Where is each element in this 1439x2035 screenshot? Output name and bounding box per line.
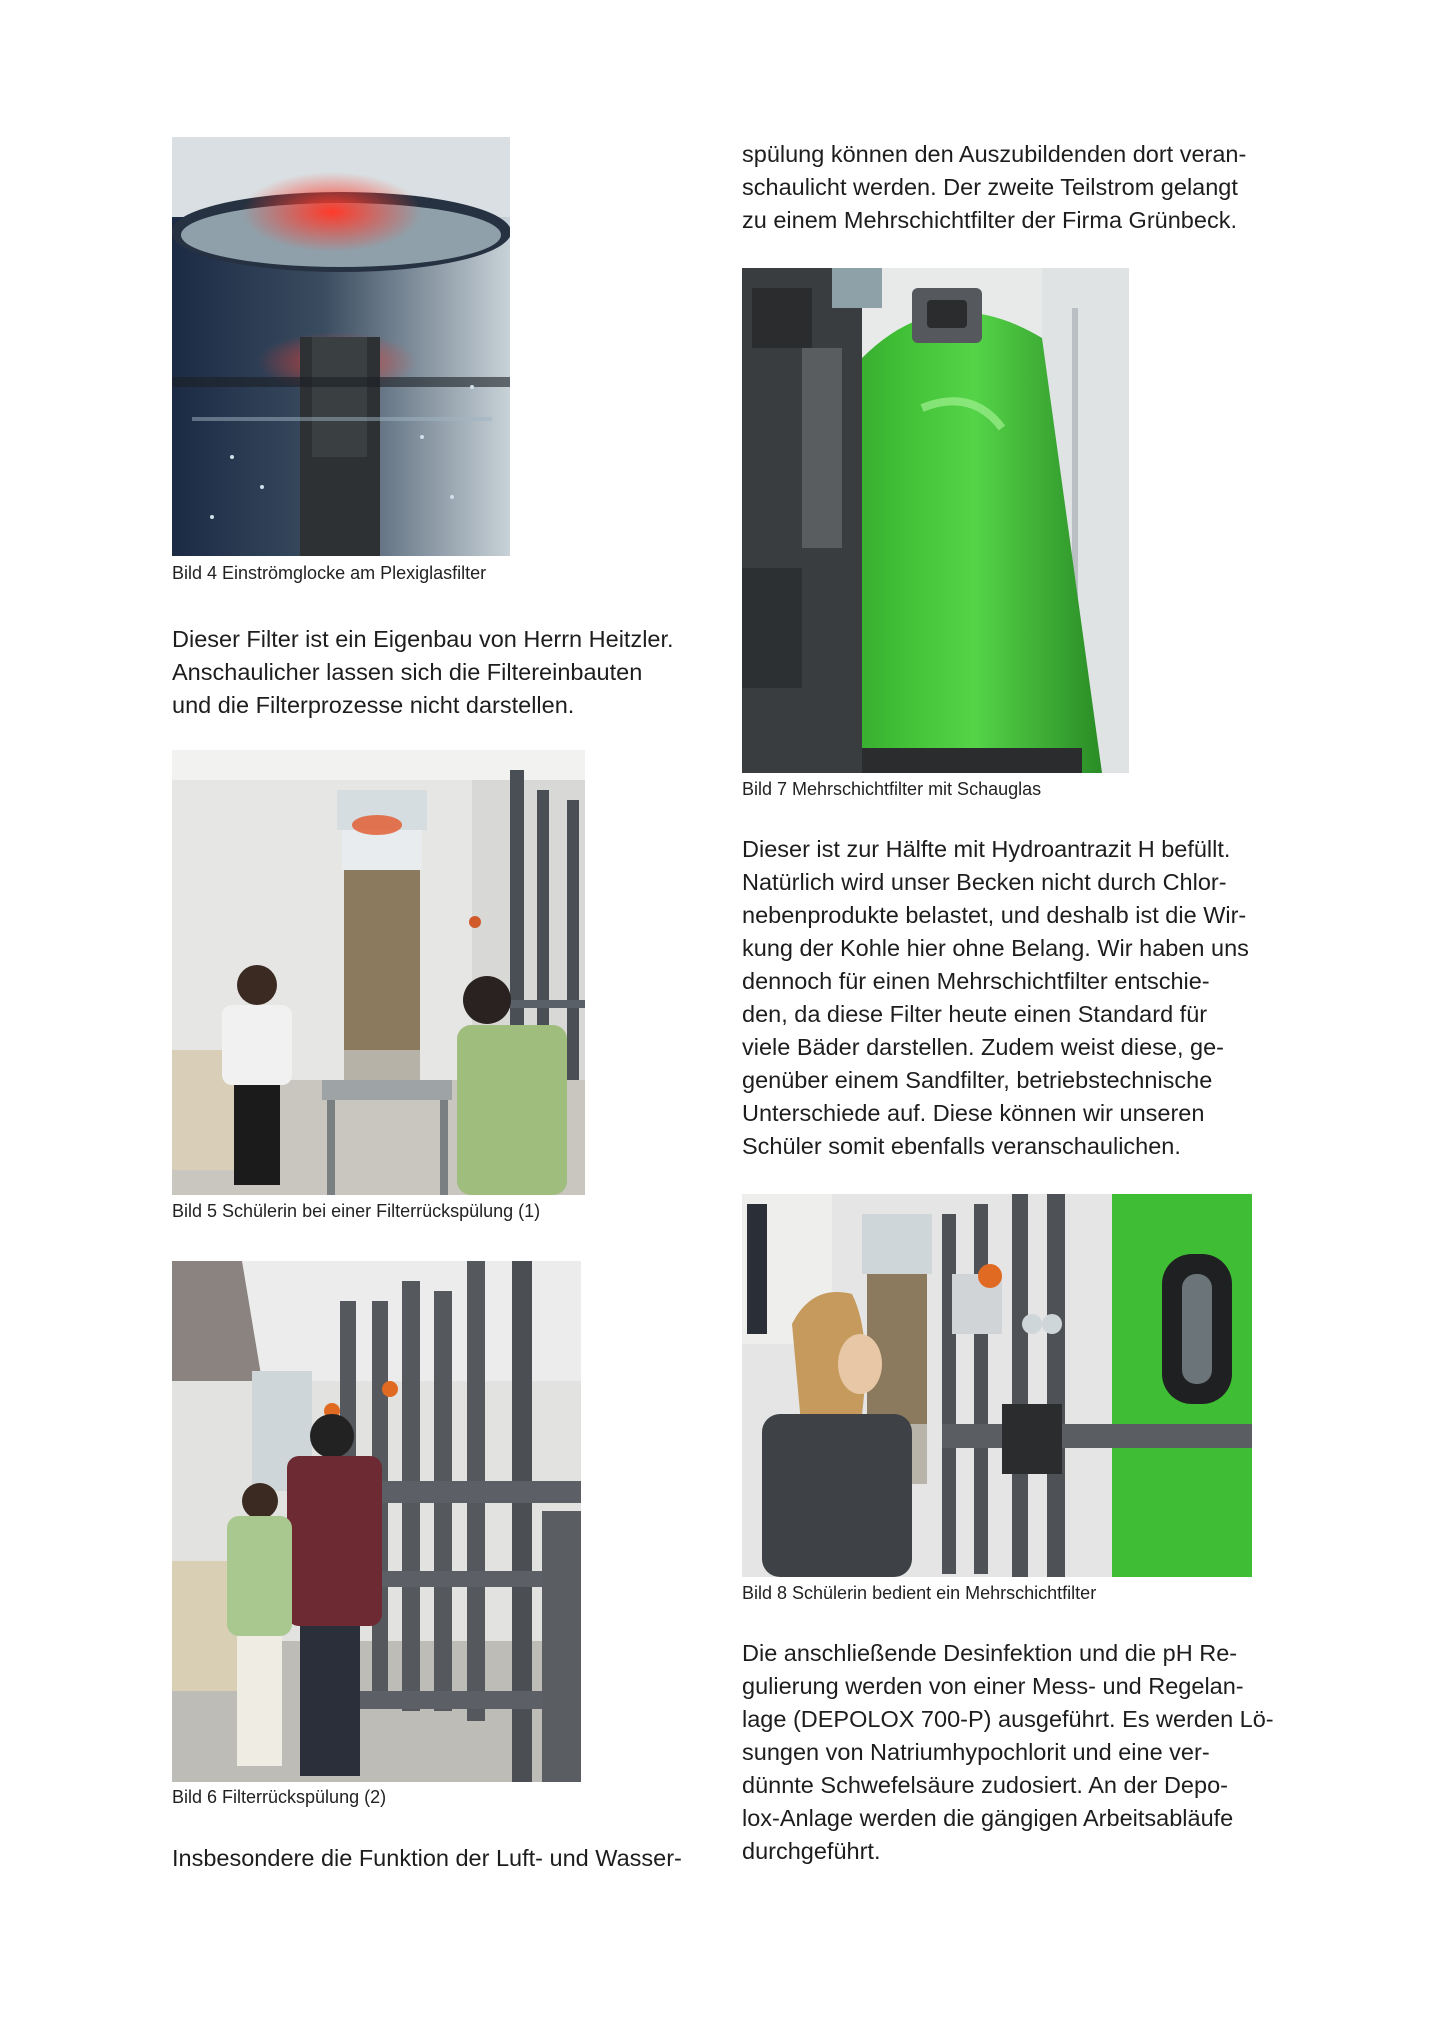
text-line: lage (DEPOLOX 700-P) ausgeführt. Es werden Lö- xyxy=(742,1706,1274,1732)
text-line: nebenprodukte belastet, und deshalb ist die Wir- xyxy=(742,902,1247,928)
text-line: Die anschließende Desinfektion und die pH Re- xyxy=(742,1640,1238,1666)
text-line: viele Bäder darstellen. Zudem weist diese, ge- xyxy=(742,1034,1224,1060)
figure-8-photo xyxy=(742,1194,1252,1577)
text-line: schaulicht werden. Der zweite Teilstrom gelangt xyxy=(742,174,1238,200)
text-line: genüber einem Sandfilter, betriebstechnische xyxy=(742,1067,1213,1093)
text-line: Anschaulicher lassen sich die Filtereinbauten xyxy=(172,659,643,685)
right-paragraph-2 xyxy=(742,1637,1274,1868)
text-line: sungen von Natriumhypochlorit und eine ver- xyxy=(742,1739,1210,1765)
text-line: dünnte Schwefelsäure zudosiert. An der Depo- xyxy=(742,1772,1228,1798)
figure-5-caption: Bild 5 Schülerin bei einer Filterrückspülung (1) xyxy=(172,1201,541,1221)
text-line: kung der Kohle hier ohne Belang. Wir haben uns xyxy=(742,935,1249,961)
text-line: dennoch für einen Mehrschichtfilter entschie- xyxy=(742,968,1210,994)
text-line: den, da diese Filter heute einen Standard für xyxy=(742,1001,1208,1027)
figure-8-caption: Bild 8 Schülerin bedient ein Mehrschichtfilter xyxy=(742,1583,1097,1603)
text-line: und die Filterprozesse nicht darstellen. xyxy=(172,692,575,718)
text-line: zu einem Mehrschichtfilter der Firma Grünbeck. xyxy=(742,207,1237,233)
text-line: Insbesondere die Funktion der Luft- und Wasser- xyxy=(172,1845,682,1871)
right-paragraph-0 xyxy=(742,138,1246,237)
figure-7-photo xyxy=(742,268,1129,773)
text-line: Natürlich wird unser Becken nicht durch Chlor- xyxy=(742,869,1227,895)
text-line: spülung können den Auszubildenden dort veran- xyxy=(742,141,1247,167)
figure-4-caption: Bild 4 Einströmglocke am Plexiglasfilter xyxy=(172,563,487,583)
figure-6-photo xyxy=(172,1261,581,1782)
left-paragraph-1 xyxy=(172,623,674,722)
right-paragraph-1 xyxy=(742,833,1249,1163)
text-line: lox-Anlage werden die gängigen Arbeitsabläufe xyxy=(742,1805,1234,1831)
figure-7-caption: Bild 7 Mehrschichtfilter mit Schauglas xyxy=(742,779,1042,799)
text-line: gulierung werden von einer Mess- und Regelan- xyxy=(742,1673,1244,1699)
figure-6-caption: Bild 6 Filterrückspülung (2) xyxy=(172,1787,387,1807)
left-paragraph-2 xyxy=(172,1842,682,1875)
text-line: durchgeführt. xyxy=(742,1838,881,1864)
text-line: Dieser ist zur Hälfte mit Hydroantrazit H befüllt. xyxy=(742,836,1231,862)
text-line: Schüler somit ebenfalls veranschaulichen. xyxy=(742,1133,1181,1159)
figure-4-photo xyxy=(172,137,510,556)
text-line: Dieser Filter ist ein Eigenbau von Herrn Heitzler. xyxy=(172,626,674,652)
figure-5-photo xyxy=(172,750,585,1195)
text-line: Unterschiede auf. Diese können wir unseren xyxy=(742,1100,1205,1126)
